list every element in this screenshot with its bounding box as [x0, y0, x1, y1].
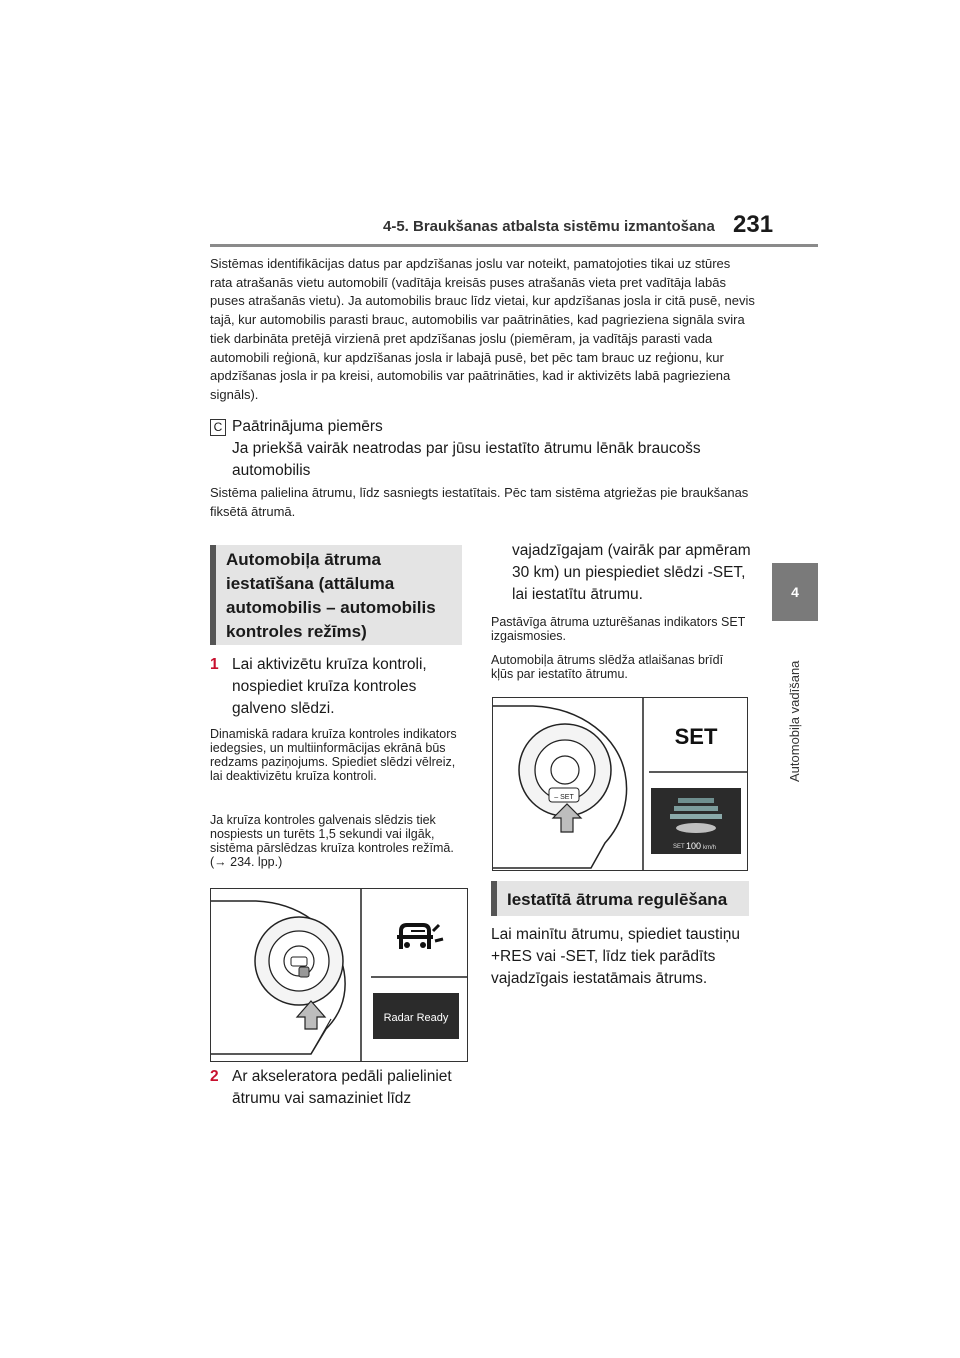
note-set-indicator: Pastāvīga ātruma uzturēšanas indikators SET izgaismosies.	[491, 615, 746, 643]
note-indicator: Dinamiskā radara kruīza kontroles indikators iedegsies, un multiinformācijas ekrānā būs redzams paziņojums. Spiediet slēdzi vēlreiz, lai deaktivizētu kruīza kontroli.	[210, 727, 457, 783]
section-title: Automobiļa ātruma iestatīšana (attāluma automobilis – automobilis kontroles režīms)	[226, 550, 436, 641]
speed-value: 100	[686, 841, 702, 851]
chapter-side-label	[775, 632, 815, 782]
figure-steering-switch-main	[210, 888, 468, 1062]
display-message: Radar Ready	[383, 1012, 449, 1024]
example-title: Paātrinājuma piemērs	[232, 418, 383, 435]
section-title: Iestatītā ātruma regulēšana	[507, 890, 728, 909]
chapter-title: Automobiļa vadīšana	[787, 660, 802, 782]
example-subtitle: Ja priekšā vairāk neatrodas par jūsu iestatīto ātrumu lēnāk braucošs automobilis	[232, 440, 701, 479]
note-set-speed: Automobiļa ātrums slēdža atlaišanas brīdī kļūs par iestatīto ātrumu.	[491, 653, 724, 681]
note-long-press: Ja kruīza kontroles galvenais slēdzis tiek nospiests un turēts 1,5 sekundi vai ilgāk, sistēma pārslēdzas kruīza kontroles režīmā. (→ 234. lpp.)	[210, 813, 454, 869]
set-indicator-text: SET	[674, 724, 718, 749]
step-number: 2	[210, 1068, 219, 1085]
example-description: Sistēma palielina ātrumu, līdz sasniegts iestatītais. Pēc tam sistēma atgriežas pie braukšanas fiksētā ātrumā.	[210, 485, 749, 519]
section-heading-speed-setting	[210, 545, 462, 645]
speed-prefix: SET	[673, 844, 685, 850]
switch-label: – SET	[554, 794, 574, 801]
adjust-instructions: Lai mainītu ātrumu, spiediet taustiņu +RES vai -SET, līdz tiek parādīts vajadzīgais iestatāmais ātrums.	[491, 926, 740, 987]
speed-unit: km/h	[703, 845, 717, 851]
section-header-title: 4-5. Braukšanas atbalsta sistēmu izmantošana	[383, 218, 715, 235]
main-switch-icon	[299, 967, 309, 977]
figure-set-switch	[492, 697, 748, 871]
radar-cruise-icon	[397, 925, 443, 949]
example-heading	[232, 416, 752, 482]
example-marker: C	[210, 419, 226, 436]
step-number: 1	[210, 656, 219, 673]
chapter-tab[interactable]: 4	[772, 563, 818, 621]
page-number: 231	[733, 211, 774, 238]
step-1	[210, 654, 465, 724]
figure-1-illustration	[211, 889, 467, 1061]
intro-paragraph: Sistēmas identifikācijas datus par apdzīšanas joslu var noteikt, pamatojoties tikai uz stūres rata atrašanās vietu automobilī (vadītāja kreisās puses atrašanās vieta pret vadītāja labās puses atrašanās vietu). Ja automobilis brauc līdz vietai, kur apdzīšanas josla ir citā pusē, nevis tajā, kur automobilis parasti brauc, automobilis var paātrināties, kad pagrieziena signāla svira tiek darbināta pretējā virzienā pret apdzīšanas joslu (piemēram, ja vadītājs parasti vada automobili reģionā, kur apdzīšanas josla ir labajā pusē, bet pēc tam brauc uz reģionu, kur apdzīšanas josla ir pa kreisi, automobilis var paātrināties, kad ir aktivizēts labā pagrieziena signāls).	[210, 256, 755, 402]
step-2-continued: vajadzīgajam (vairāk par apmēram 30 km) un piespiediet slēdzi -SET, lai iestatītu ātrumu.	[512, 542, 751, 603]
figure-2-illustration	[493, 698, 747, 870]
section-heading-speed-adjust	[491, 881, 749, 916]
step-2	[210, 1066, 465, 1116]
step-text: Lai aktivizētu kruīza kontroli, nospiediet kruīza kontroles galveno slēdzi.	[232, 656, 427, 717]
step-text-part1: Ar akseleratora pedāli palieliniet ātrumu vai samaziniet līdz	[232, 1068, 452, 1107]
header-divider	[210, 244, 818, 247]
